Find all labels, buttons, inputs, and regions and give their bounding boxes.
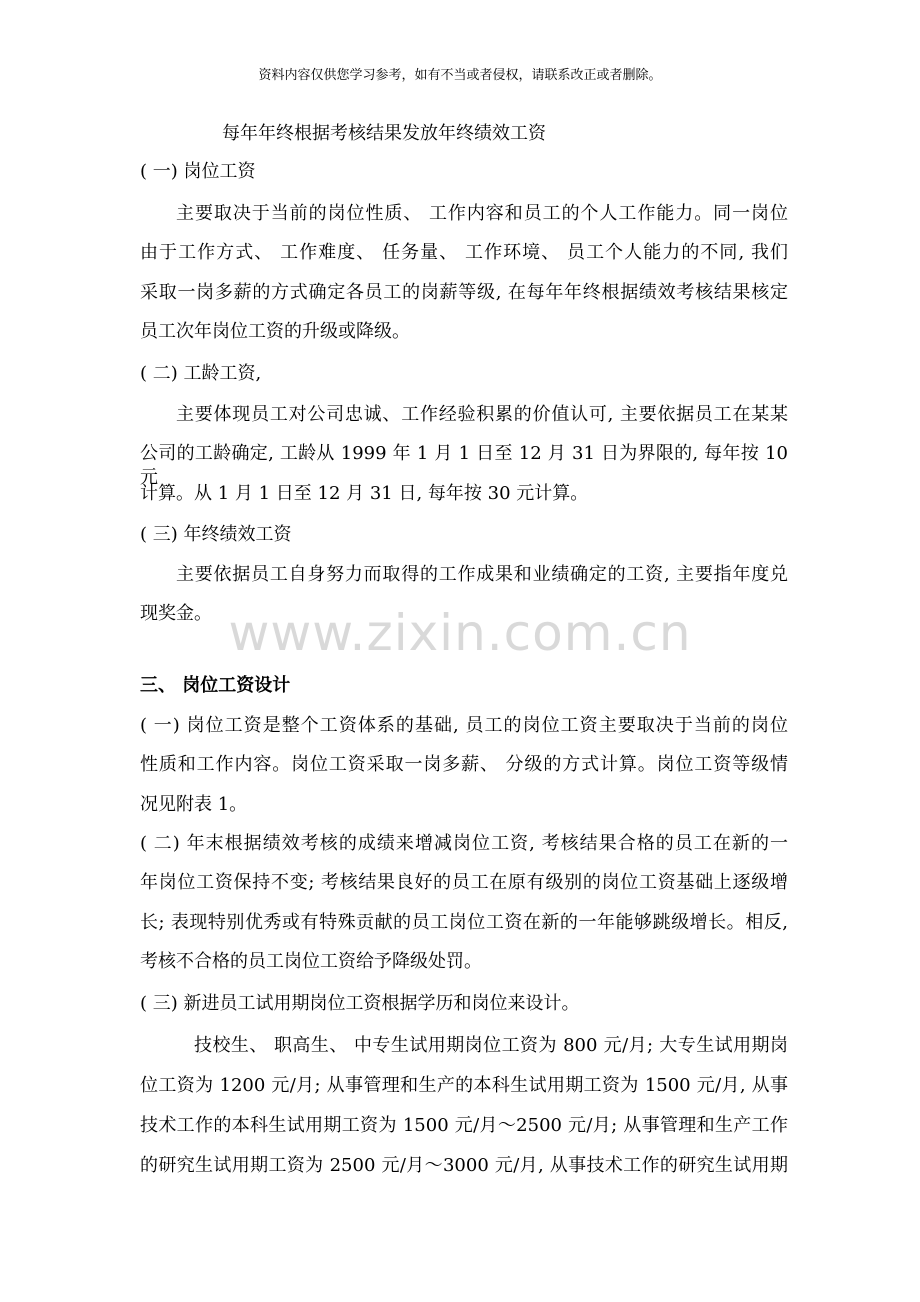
paragraph-line: 主要体现员工对公司忠诚、工作经验积累的价值认可, 主要依据员工在某某 xyxy=(176,404,788,425)
paragraph-line: 性质和工作内容。岗位工资采取一岗多薪、 分级的方式计算。岗位工资等级情 xyxy=(140,754,788,775)
paragraph-line: 况见附表 1。 xyxy=(140,794,248,815)
paragraph-line: 长; 表现特别优秀或有特殊贡献的员工岗位工资在新的一年能够跳级增长。相反, xyxy=(140,912,788,933)
chapter-heading: 三、 岗位工资设计 xyxy=(140,675,291,696)
watermark: www.zixin.com.cn xyxy=(228,604,692,662)
header-notice: 资料内容仅供您学习参考，如有不当或者侵权，请联系改正或者删除。 xyxy=(258,68,662,83)
paragraph-line: 技校生、 职高生、 中专生试用期岗位工资为 800 元/月; 大专生试用期岗 xyxy=(194,1035,788,1056)
paragraph-line: 位工资为 1200 元/月; 从事管理和生产的本科生试用期工资为 1500 元/月, 从事 xyxy=(140,1075,789,1096)
paragraph-line: 考核不合格的员工岗位工资给予降级处罚。 xyxy=(140,951,482,972)
subsection-heading: ( 三) 年终绩效工资 xyxy=(140,524,292,545)
paragraph-line: 计算。从 1 月 1 日至 12 月 31 日, 每年按 30 元计算。 xyxy=(140,483,589,504)
paragraph-line: 现奖金。 xyxy=(140,603,212,624)
subsection-heading: ( 一) 岗位工资 xyxy=(140,161,256,182)
section-heading: 每年年终根据考核结果发放年终绩效工资 xyxy=(222,123,546,144)
paragraph-line: ( 一) 岗位工资是整个工资体系的基础, 员工的岗位工资主要取决于当前的岗位 xyxy=(140,715,788,736)
paragraph-line: 技术工作的本科生试用期工资为 1500 元/月～2500 元/月; 从事管理和生产工作 xyxy=(140,1115,788,1136)
paragraph-line: 年岗位工资保持不变; 考核结果良好的员工在原有级别的岗位工资基础上逐级增 xyxy=(140,872,788,893)
paragraph-line: 由于工作方式、 工作难度、 任务量、 工作环境、 员工个人能力的不同, 我们 xyxy=(140,242,788,263)
paragraph-line: 员工次年岗位工资的升级或降级。 xyxy=(140,321,410,342)
paragraph-line: 采取一岗多薪的方式确定各员工的岗薪等级, 在每年年终根据绩效考核结果核定 xyxy=(140,282,788,303)
paragraph-line: 的研究生试用期工资为 2500 元/月～3000 元/月, 从事技术工作的研究生试用期 xyxy=(140,1155,788,1176)
paragraph-line: 公司的工龄确定, 工龄从 1999 年 1 月 1 日至 12 月 31 日为界限的, 每年按 10 元 xyxy=(140,443,788,488)
subsection-heading: ( 二) 工龄工资, xyxy=(140,363,262,384)
subsection-heading: ( 三) 新进员工试用期岗位工资根据学历和岗位来设计。 xyxy=(140,993,580,1014)
paragraph-line: 主要取决于当前的岗位性质、 工作内容和员工的个人工作能力。同一岗位 xyxy=(176,203,788,224)
paragraph-line: 主要依据员工自身努力而取得的工作成果和业绩确定的工资, 主要指年度兑 xyxy=(176,564,788,585)
paragraph-line: ( 二) 年末根据绩效考核的成绩来增减岗位工资, 考核结果合格的员工在新的一 xyxy=(140,833,788,854)
